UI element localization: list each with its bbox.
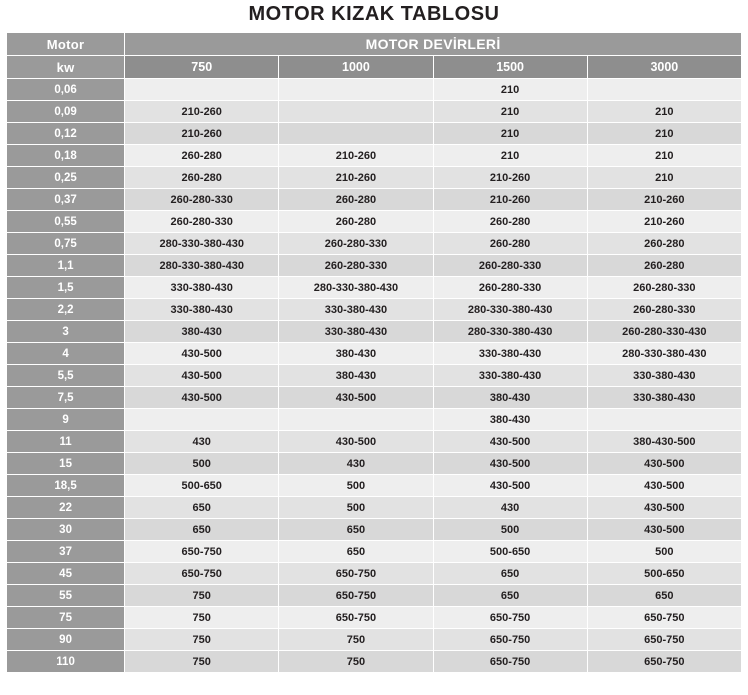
header-row-sub <box>7 56 742 79</box>
table-cell: 650-750 <box>433 651 587 673</box>
table-cell: 260-280 <box>587 233 741 255</box>
table-cell: 650-750 <box>279 563 433 585</box>
table-cell: 210-260 <box>433 189 587 211</box>
table-row <box>7 145 742 167</box>
table-row <box>7 629 742 651</box>
table-cell: 330-380-430 <box>587 365 741 387</box>
table-row <box>7 299 742 321</box>
table-cell: 430-500 <box>279 387 433 409</box>
table-cell: 260-280 <box>433 211 587 233</box>
row-label-kw: 110 <box>7 651 125 673</box>
row-label-kw: 45 <box>7 563 125 585</box>
table-cell: 500 <box>279 475 433 497</box>
table-row <box>7 651 742 673</box>
table-cell <box>279 101 433 123</box>
table-cell: 430-500 <box>587 519 741 541</box>
table-row <box>7 453 742 475</box>
table-cell: 330-380-430 <box>279 321 433 343</box>
row-label-kw: 22 <box>7 497 125 519</box>
table-cell: 280-330-380-430 <box>587 343 741 365</box>
table-cell: 210-260 <box>279 167 433 189</box>
table-body <box>7 79 742 673</box>
row-label-kw: 0,25 <box>7 167 125 189</box>
table-cell: 500-650 <box>125 475 279 497</box>
table-cell: 260-280 <box>279 189 433 211</box>
row-label-kw: 0,12 <box>7 123 125 145</box>
table-cell: 500 <box>587 541 741 563</box>
table-cell: 750 <box>125 607 279 629</box>
table-cell: 210 <box>433 123 587 145</box>
table-cell: 210 <box>433 79 587 101</box>
table-cell: 500-650 <box>587 563 741 585</box>
header-col-1500: 1500 <box>433 56 587 79</box>
row-label-kw: 5,5 <box>7 365 125 387</box>
table-cell: 500 <box>433 519 587 541</box>
table-row <box>7 409 742 431</box>
table-cell: 430-500 <box>433 475 587 497</box>
row-label-kw: 0,06 <box>7 79 125 101</box>
table-cell <box>279 409 433 431</box>
table-cell: 430-500 <box>279 431 433 453</box>
table-cell: 750 <box>125 629 279 651</box>
motor-kizak-table <box>6 32 742 673</box>
table-cell: 430-500 <box>125 387 279 409</box>
table-cell: 260-280-330 <box>433 255 587 277</box>
table-row <box>7 233 742 255</box>
table-cell: 260-280 <box>125 167 279 189</box>
table-row <box>7 123 742 145</box>
header-row-top <box>7 33 742 56</box>
row-label-kw: 0,37 <box>7 189 125 211</box>
table-cell: 260-280 <box>125 145 279 167</box>
table-cell: 750 <box>125 585 279 607</box>
table-header <box>7 33 742 79</box>
table-cell: 280-330-380-430 <box>279 277 433 299</box>
table-cell: 650 <box>279 541 433 563</box>
table-cell: 650-750 <box>587 607 741 629</box>
table-cell: 500 <box>279 497 433 519</box>
table-cell: 260-280-330 <box>587 299 741 321</box>
row-label-kw: 30 <box>7 519 125 541</box>
table-cell: 260-280-330-430 <box>587 321 741 343</box>
row-label-kw: 0,09 <box>7 101 125 123</box>
table-cell: 430-500 <box>587 475 741 497</box>
table-row <box>7 321 742 343</box>
table-cell: 330-380-430 <box>125 277 279 299</box>
table-cell: 260-280 <box>433 233 587 255</box>
table-row <box>7 387 742 409</box>
table-cell: 280-330-380-430 <box>125 233 279 255</box>
header-col-3000: 3000 <box>587 56 741 79</box>
table-cell: 260-280-330 <box>279 255 433 277</box>
table-row <box>7 101 742 123</box>
table-row <box>7 431 742 453</box>
table-cell: 650 <box>433 585 587 607</box>
row-label-kw: 1,5 <box>7 277 125 299</box>
table-cell <box>279 123 433 145</box>
table-cell: 430-500 <box>125 365 279 387</box>
table-row <box>7 255 742 277</box>
table-cell: 650 <box>125 497 279 519</box>
table-cell: 280-330-380-430 <box>433 299 587 321</box>
table-cell: 210 <box>587 101 741 123</box>
table-cell <box>587 409 741 431</box>
header-motor-label: Motor <box>7 33 125 56</box>
table-cell: 330-380-430 <box>125 299 279 321</box>
table-cell: 650-750 <box>587 651 741 673</box>
table-cell: 430 <box>125 431 279 453</box>
row-label-kw: 7,5 <box>7 387 125 409</box>
table-cell: 380-430 <box>125 321 279 343</box>
table-cell <box>125 409 279 431</box>
table-row <box>7 211 742 233</box>
header-kw-label: kw <box>7 56 125 79</box>
table-cell: 380-430 <box>433 409 587 431</box>
table-cell: 260-280-330 <box>433 277 587 299</box>
row-label-kw: 2,2 <box>7 299 125 321</box>
row-label-kw: 0,55 <box>7 211 125 233</box>
table-cell: 260-280 <box>279 211 433 233</box>
table-cell: 500-650 <box>433 541 587 563</box>
table-cell: 330-380-430 <box>433 365 587 387</box>
table-cell: 260-280 <box>587 255 741 277</box>
table-cell: 330-380-430 <box>587 387 741 409</box>
row-label-kw: 4 <box>7 343 125 365</box>
row-label-kw: 55 <box>7 585 125 607</box>
table-cell: 210-260 <box>433 167 587 189</box>
table-cell: 430-500 <box>433 431 587 453</box>
table-cell: 260-280-330 <box>125 189 279 211</box>
table-row <box>7 167 742 189</box>
table-cell: 260-280-330 <box>587 277 741 299</box>
table-cell: 380-430 <box>433 387 587 409</box>
table-cell: 380-430-500 <box>587 431 741 453</box>
row-label-kw: 11 <box>7 431 125 453</box>
table-cell: 650-750 <box>433 607 587 629</box>
table-cell: 650-750 <box>587 629 741 651</box>
table-cell: 210 <box>433 101 587 123</box>
table-cell: 650-750 <box>279 607 433 629</box>
row-label-kw: 3 <box>7 321 125 343</box>
table-cell: 280-330-380-430 <box>125 255 279 277</box>
table-cell: 500 <box>125 453 279 475</box>
table-cell: 380-430 <box>279 343 433 365</box>
row-label-kw: 18,5 <box>7 475 125 497</box>
table-cell: 210-260 <box>587 189 741 211</box>
table-cell: 210 <box>587 145 741 167</box>
table-cell: 260-280-330 <box>279 233 433 255</box>
table-cell: 430-500 <box>587 497 741 519</box>
table-cell: 650 <box>433 563 587 585</box>
row-label-kw: 0,75 <box>7 233 125 255</box>
table-row <box>7 343 742 365</box>
table-row <box>7 277 742 299</box>
row-label-kw: 75 <box>7 607 125 629</box>
table-cell: 650 <box>279 519 433 541</box>
table-cell <box>125 79 279 101</box>
table-cell: 210-260 <box>587 211 741 233</box>
table-cell: 330-380-430 <box>279 299 433 321</box>
table-row <box>7 607 742 629</box>
row-label-kw: 1,1 <box>7 255 125 277</box>
row-label-kw: 0,18 <box>7 145 125 167</box>
table-row <box>7 519 742 541</box>
table-cell: 210-260 <box>125 123 279 145</box>
page-title: MOTOR KIZAK TABLOSU <box>248 3 500 25</box>
table-cell: 210-260 <box>125 101 279 123</box>
table-cell: 750 <box>279 629 433 651</box>
table-row <box>7 585 742 607</box>
row-label-kw: 37 <box>7 541 125 563</box>
table-row <box>7 541 742 563</box>
table-cell: 650-750 <box>125 541 279 563</box>
table-cell: 430 <box>279 453 433 475</box>
table-cell: 380-430 <box>279 365 433 387</box>
table-row <box>7 79 742 101</box>
table-cell: 210 <box>587 167 741 189</box>
table-row <box>7 563 742 585</box>
header-col-1000: 1000 <box>279 56 433 79</box>
table-cell <box>587 79 741 101</box>
table-cell: 260-280-330 <box>125 211 279 233</box>
table-cell: 750 <box>125 651 279 673</box>
table-cell: 430 <box>433 497 587 519</box>
row-label-kw: 15 <box>7 453 125 475</box>
table-row <box>7 475 742 497</box>
table-cell: 430-500 <box>587 453 741 475</box>
table-cell: 750 <box>279 651 433 673</box>
table-cell: 650 <box>587 585 741 607</box>
table-cell: 280-330-380-430 <box>433 321 587 343</box>
table-cell: 650-750 <box>279 585 433 607</box>
row-label-kw: 90 <box>7 629 125 651</box>
table-cell: 650 <box>125 519 279 541</box>
table-cell: 330-380-430 <box>433 343 587 365</box>
row-label-kw: 9 <box>7 409 125 431</box>
table-cell: 210 <box>433 145 587 167</box>
table-row <box>7 497 742 519</box>
table-cell: 430-500 <box>125 343 279 365</box>
table-cell: 210-260 <box>279 145 433 167</box>
table-cell <box>279 79 433 101</box>
header-group-label: MOTOR DEVİRLERİ <box>125 33 742 56</box>
table-cell: 650-750 <box>125 563 279 585</box>
table-cell: 430-500 <box>433 453 587 475</box>
table-row <box>7 365 742 387</box>
table-cell: 650-750 <box>433 629 587 651</box>
header-col-750: 750 <box>125 56 279 79</box>
table-row <box>7 189 742 211</box>
table-cell: 210 <box>587 123 741 145</box>
